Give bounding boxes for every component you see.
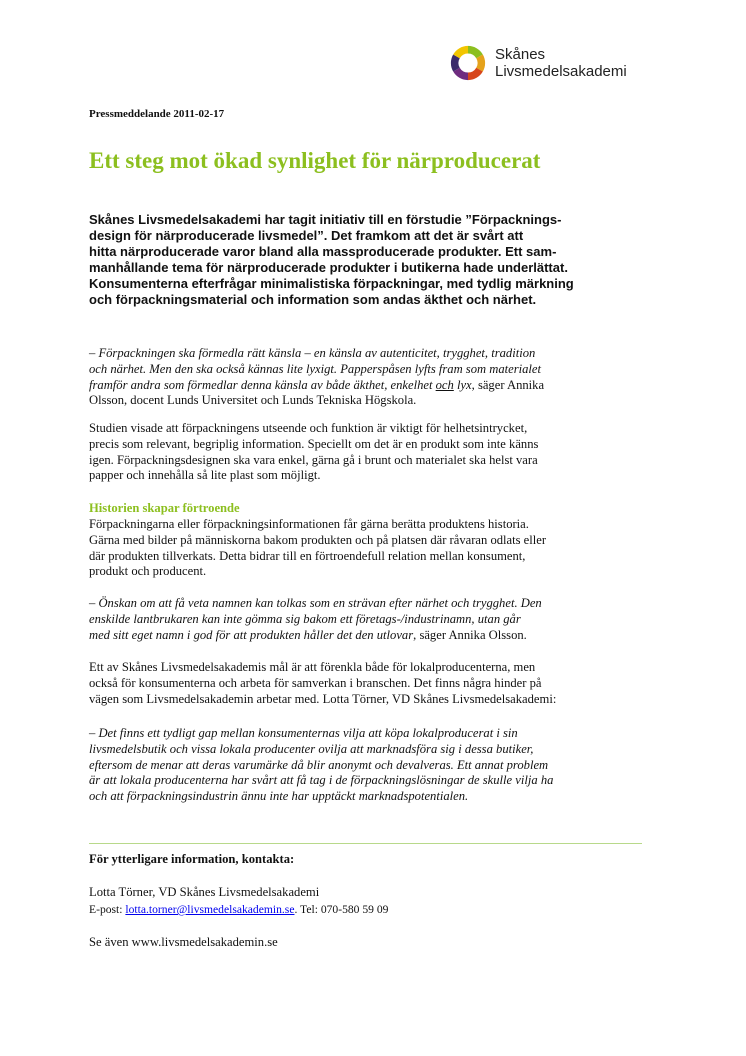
quote-paragraph-1 bbox=[89, 346, 659, 409]
contact-details bbox=[89, 903, 388, 916]
quote-1-italic-a: – Förpackningen ska förmedla rätt känsla – en känsla av autenticitet, trygghet, tradition och närhet. Men den ska också kännas lite lyxigt. Papperspåsen lyfts fram som materialet framför andra som förmedlar denna känsla av både äkthet, enkelhet bbox=[89, 346, 542, 392]
page-title: Ett steg mot ökad synlighet för närproducerat bbox=[89, 148, 541, 173]
quote-paragraph-2 bbox=[89, 596, 659, 643]
logo-line-1: Skånes bbox=[495, 46, 546, 63]
contact-name: Lotta Törner, VD Skånes Livsmedelsakademi bbox=[89, 885, 320, 899]
body-paragraph-2: Studien visade att förpackningens utseende och funktion är viktigt för helhetsintrycket, precis som relevant, begriplig information. Speciellt om det är en produkt som inte känns igen. Förpackningsdesignen ska vara enkel, gärna gå i brunt och materialet ska helst vara papper och innehålla så lite plast som möjligt. bbox=[89, 421, 539, 483]
quote-1-attribution: säger Annika Olsson, docent Lunds Universitet och Lunds Tekniska Högskola. bbox=[89, 377, 545, 408]
quote-2-italic: – Önskan om att få veta namnen kan tolkas som en strävan efter närhet och trygghet. Den enskilde lantbrukaren kan inte gömma sig bakom ett företags-/industrinamn, utan går med sitt eget namn i god för att produkten håller det den utlovar bbox=[89, 596, 542, 642]
divider bbox=[89, 843, 642, 844]
ring-logo-icon bbox=[449, 44, 487, 82]
phone-text: . Tel: 070-580 59 09 bbox=[294, 903, 389, 916]
email-link[interactable]: lotta.torner@livsmedelsakademin.se bbox=[125, 903, 295, 916]
press-release-dateline: Pressmeddelande 2011-02-17 bbox=[89, 108, 225, 120]
section-heading: Historien skapar förtroende bbox=[89, 501, 240, 515]
logo-wordmark bbox=[495, 46, 627, 80]
lead-paragraph: Skånes Livsmedelsakademi har tagit initiativ till en förstudie ”Förpacknings- design för närproducerade livsmedel”. Det framkom att det är svårt att hitta närproducerade varor bland alla massproducerade produkter. Ett sam- manhållande tema för närproducerade produkter i butikerna hade underlättat. Konsumenterna efterfrågar minimalistiska förpackningar, med tydlig märkning och förpackningsmaterial och information som andas äkthet och närhet. bbox=[89, 212, 574, 307]
logo-line-2: Livsmedelsakademi bbox=[495, 63, 627, 80]
website-reference: Se även www.livsmedelsakademin.se bbox=[89, 935, 278, 949]
body-paragraph-4: Ett av Skånes Livsmedelsakademis mål är att förenkla både för lokalproducenterna, men också för konsumenterna och arbeta för samverkan i branschen. Det finns några hinder på vägen som Livsmedelsakademin arbetar med. Lotta Törner, VD Skånes Livsmedelsakademi: bbox=[89, 660, 557, 706]
email-label: E-post: bbox=[89, 903, 126, 916]
contact-heading: För ytterligare information, kontakta: bbox=[89, 852, 295, 866]
organization-logo bbox=[449, 42, 639, 84]
quote-2-attribution: , säger Annika Olsson. bbox=[413, 627, 527, 642]
quote-1-italic-b: lyx, bbox=[453, 377, 475, 392]
body-paragraph-3: Förpackningarna eller förpackningsinformationen får gärna berätta produktens historia. Gärna med bilder på människorna bakom produkten och på platsen där råvaran odlats eller där produkten tillverkats. Detta bidrar till en förtroendefull relation mellan konsument, produkt och producent. bbox=[89, 517, 547, 579]
quote-1-underlined-word: och bbox=[435, 377, 454, 392]
quote-paragraph-3: – Det finns ett tydligt gap mellan konsumenternas vilja att köpa lokalproducerat i sin livsmedelsbutik och vissa lokala producenter ovilja att marknadsföra sig i dessa butiker, eftersom de menar att deras varumärke då blir anonymt och devalveras. Ett annat problem är att lokala producenterna har svårt att få tag i de förpackningslösningar de skulle vilja ha och att förpackningsindustrin ännu inte har upptäckt marknadspotentialen. bbox=[89, 726, 554, 804]
